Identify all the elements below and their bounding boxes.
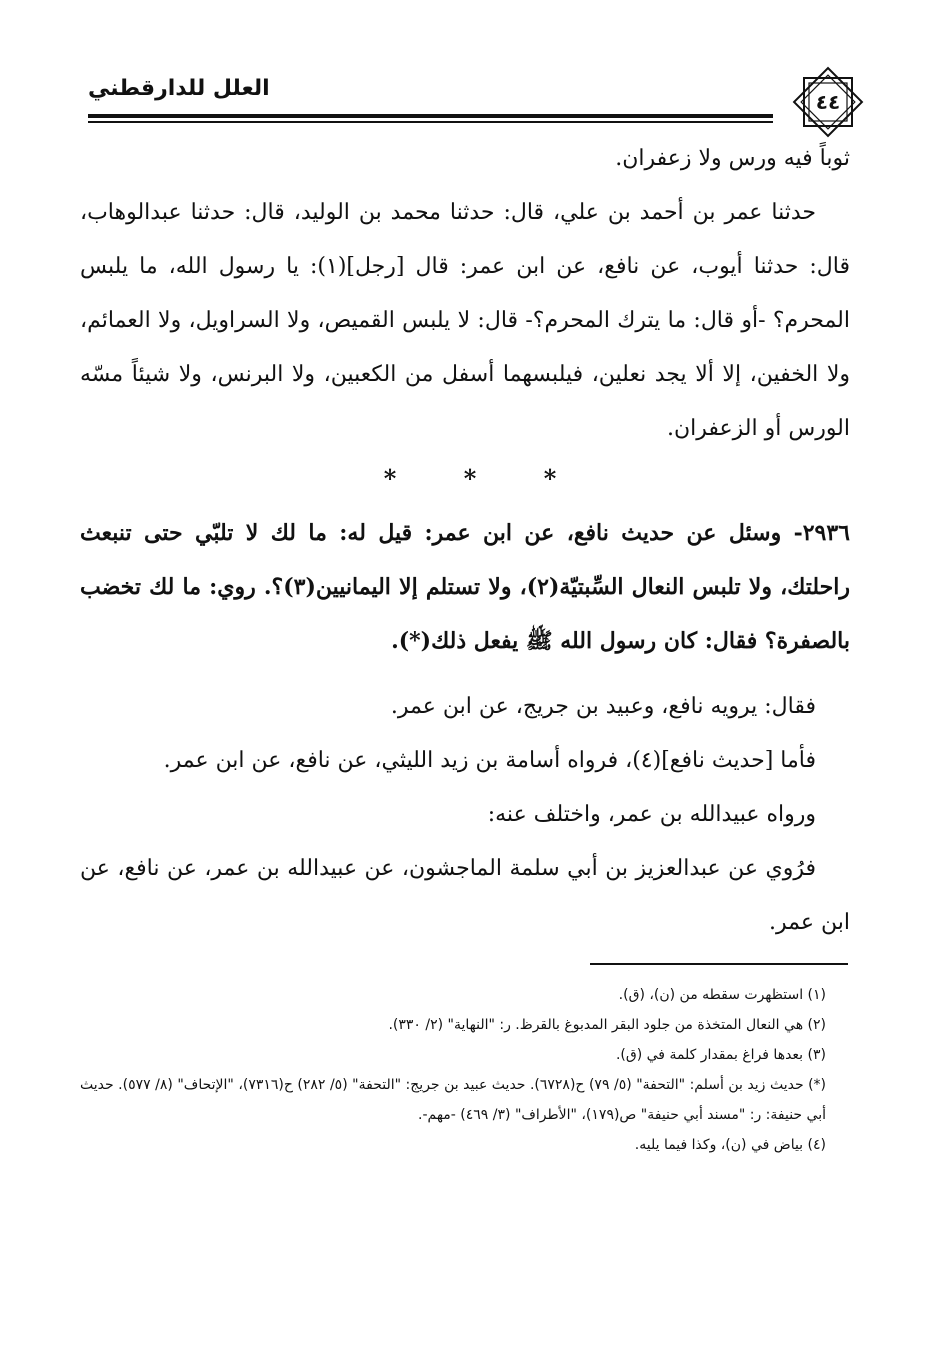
paragraph-7: فرُوي عن عبدالعزيز بن أبي سلمة الماجشون، عن عبيدالله بن عمر، عن نافع، عن ابن عمر. <box>80 856 850 935</box>
footnote-star: (*) حديث زيد بن أسلم: "التحفة" (٥/ ٧٩) ح(٦٧٢٨). حديث عبيد بن جريج: "التحفة" (٥/ ٢٨٢) ح(٧٣١٦)، "الإتحاف" (٨/ ٥٧٧). حديث أبي حنيفة: ر: "مسند أبي حنيفة" ص(١٧٩)، "الأطراف" (٣/ ٤٦٩) -مهم-. <box>80 1077 827 1123</box>
question-entry <box>80 506 850 668</box>
header-rule-thin <box>88 121 773 123</box>
paragraph-hadith <box>80 186 850 456</box>
section-separator <box>380 464 560 494</box>
page-number-badge <box>788 62 868 142</box>
footnote-1: (١) استظهرت سقطه من (ن)، (ق). <box>618 987 826 1003</box>
paragraph-6: ورواه عبيدالله بن عمر، واختلف عنه: <box>487 802 816 827</box>
paragraph-5: فأما [حديث نافع](٤)، فرواه أسامة بن زيد الليثي، عن نافع، عن ابن عمر. <box>163 748 816 773</box>
footnotes <box>80 980 848 1160</box>
paragraph-3: ٢٩٣٦- وسئل عن حديث نافع، عن ابن عمر: قيل له: ما لك لا تلبّي حتى تنبعث راحلتك، ولا تلبس النعال السِّبتيّة(٢)، ولا تستلم إلا اليمانيين(٣)؟. روي: ما لك تخضب بالصفرة؟ فقال: كان رسول الله ﷺ يفعل ذلك(*). <box>80 520 850 654</box>
footnote-3: (٣) بعدها فراغ بمقدار كلمة في (ق). <box>615 1047 826 1063</box>
page-header <box>88 62 868 132</box>
paragraph-2: حدثنا عمر بن أحمد بن علي، قال: حدثنا محمد بن الوليد، قال: حدثنا عبدالوهاب، قال: حدثنا أيوب، عن نافع، عن ابن عمر: قال [رجل](١): يا رسول الله، ما يلبس المحرم؟ -أو قال: ما يترك المحرم؟- قال: لا يلبس القميص، ولا السراويل، ولا العمائم، ولا الخفين، إلا ألا يجد نعلين، فيلبسهما أسفل من الكعبين، ولا البرنس، ولا شيئاً مسّه الورس أو الزعفران. <box>80 200 850 441</box>
paragraph-continuation <box>80 132 850 186</box>
star-separator: * <box>463 464 477 493</box>
star-separator: * <box>383 464 397 493</box>
footnote-divider <box>590 963 848 965</box>
paragraph-1: ثوباً فيه ورس ولا زعفران. <box>615 146 850 171</box>
paragraph-4: فقال: يرويه نافع، وعبيد بن جريج، عن ابن عمر. <box>390 694 816 719</box>
answer-block <box>80 680 850 950</box>
footnote-4: (٤) بياض في (ن)، وكذا فيما يليه. <box>634 1137 826 1153</box>
star-separator: * <box>543 464 557 493</box>
running-title: العلل للدارقطني <box>88 76 270 101</box>
footnote-2: (٢) هي النعال المتخذة من جلود البقر المدبوغ بالقرظ. ر: "النهاية" (٢/ ٣٣٠). <box>388 1017 826 1033</box>
page-number: ٤٤ <box>815 90 841 114</box>
header-rule <box>88 114 773 118</box>
